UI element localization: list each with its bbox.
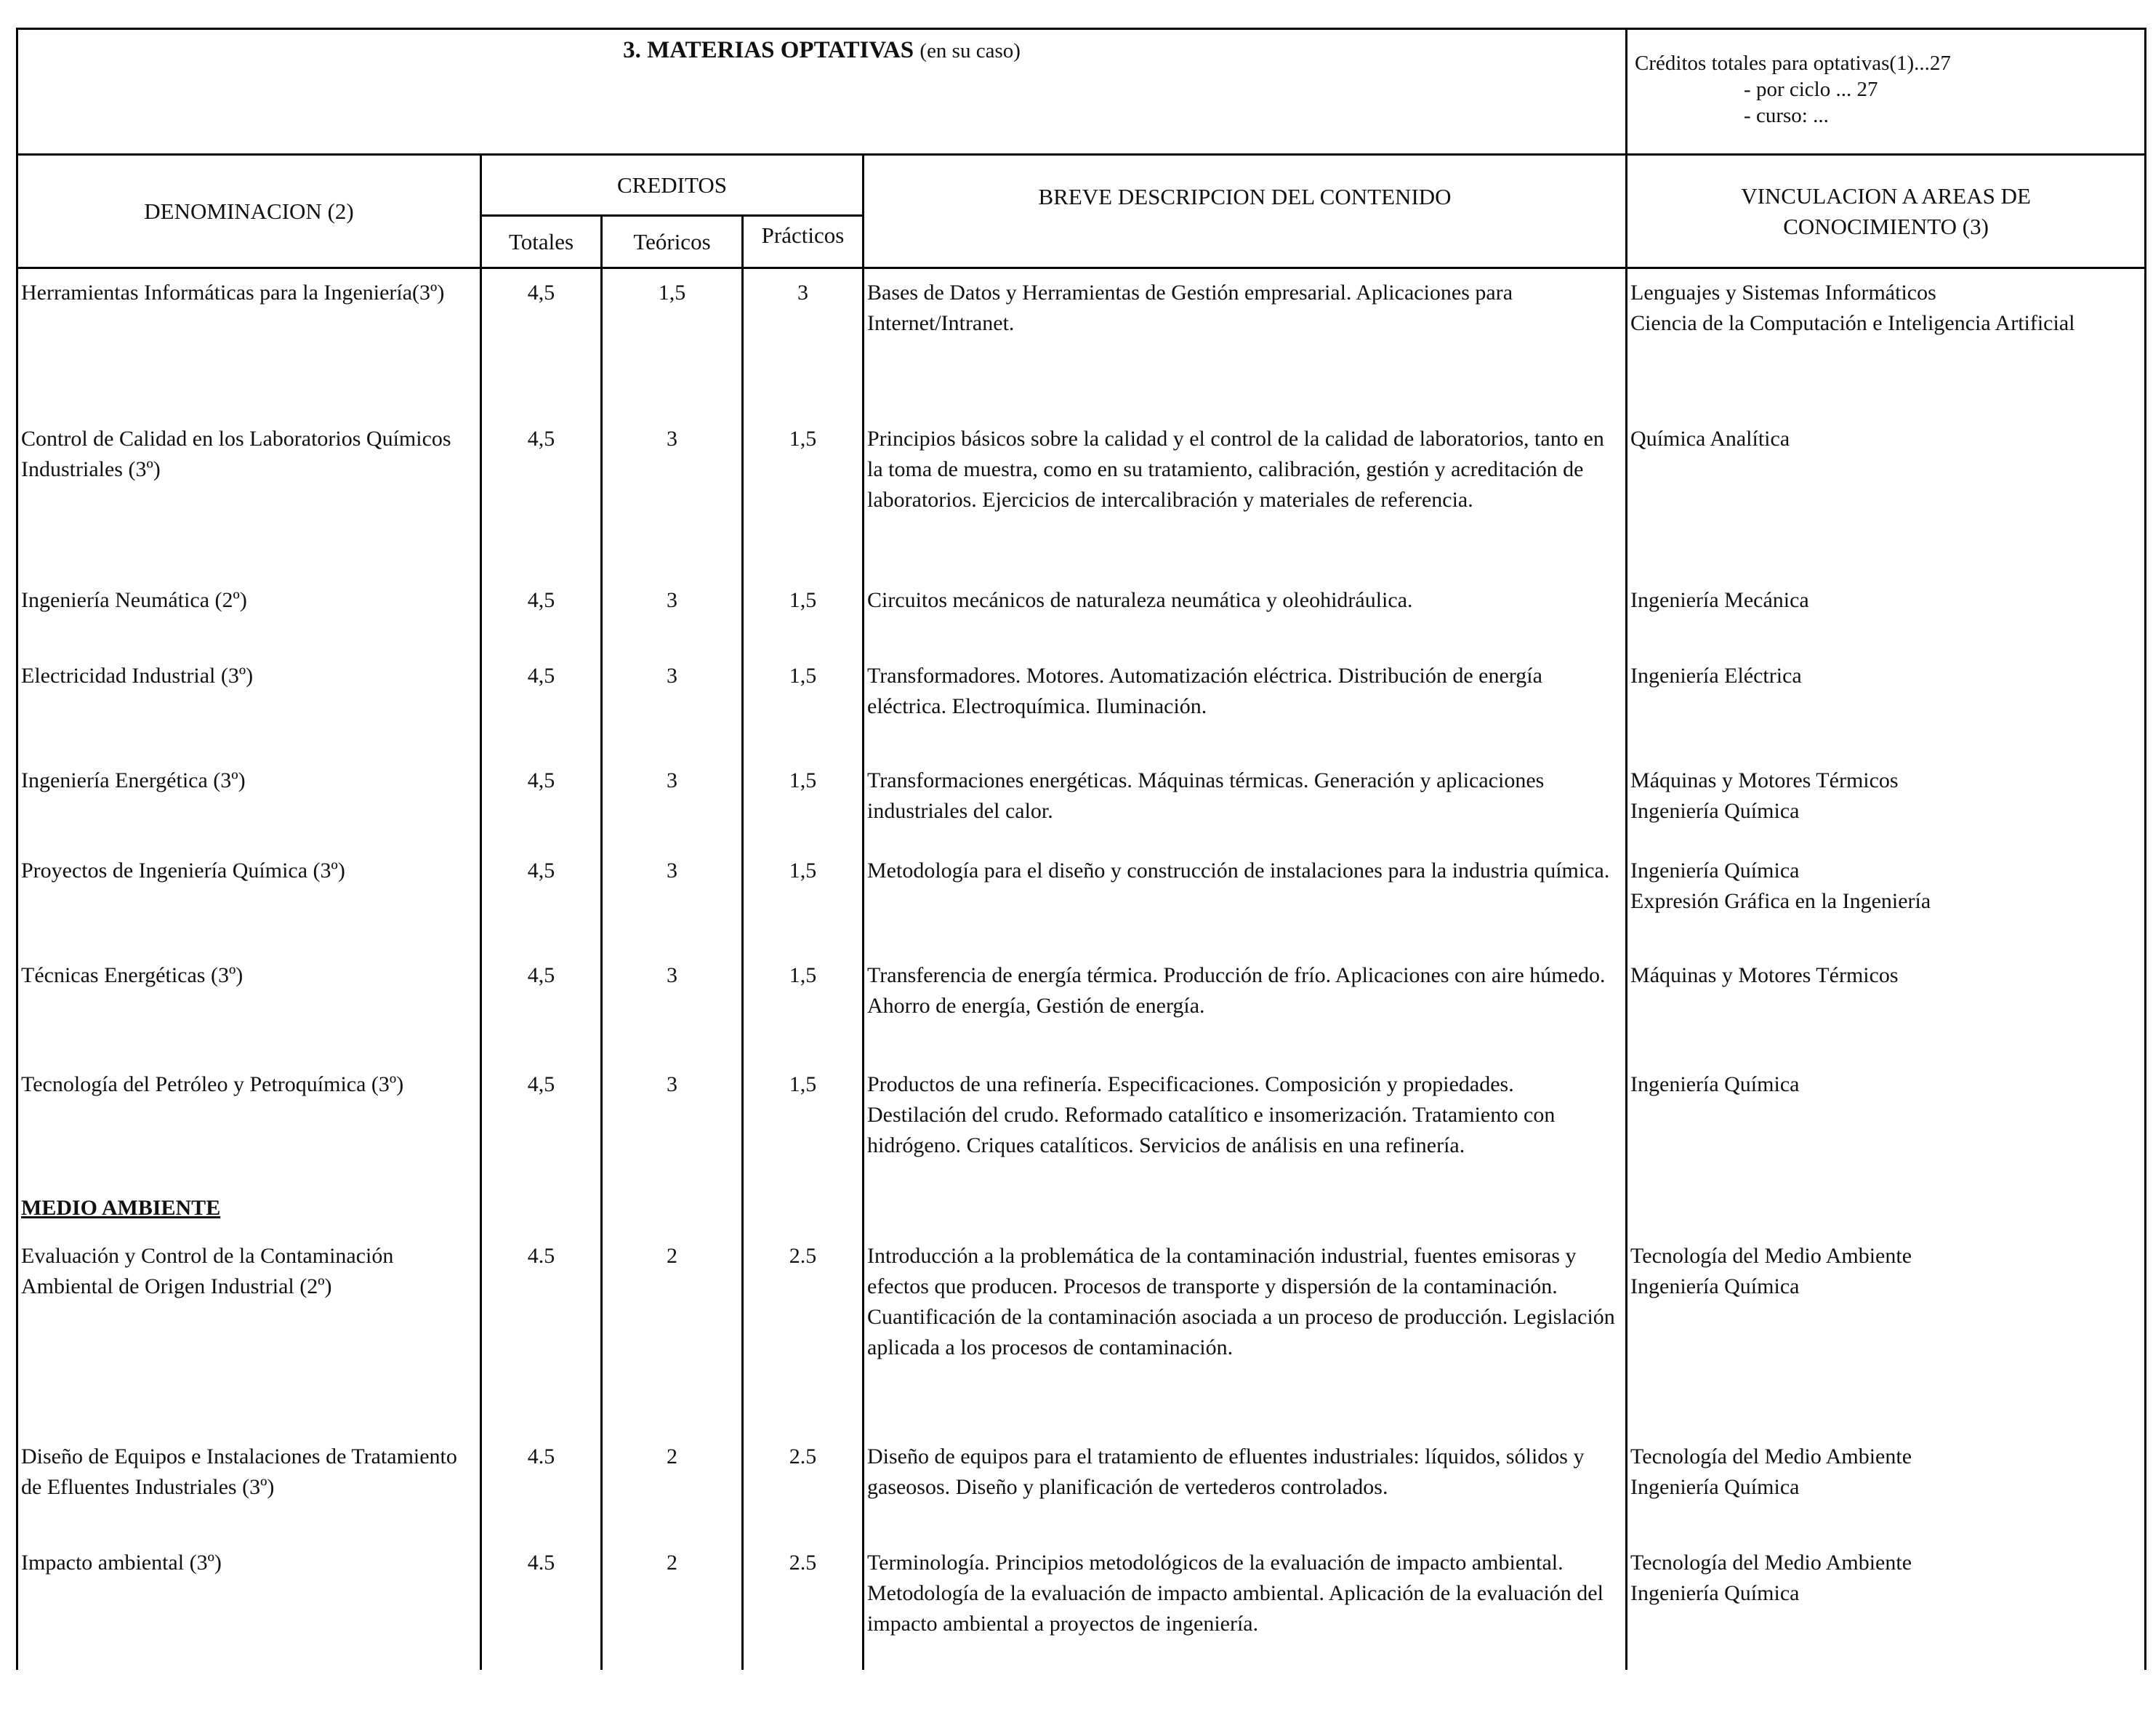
credits-practicos: [743, 1433, 864, 1539]
credits-totales: [481, 952, 602, 1061]
credits-totales-text: 4,5: [527, 858, 555, 883]
credits-totales-text: 4,5: [527, 587, 555, 612]
subject-areas-text: Máquinas y Motores Térmicos: [1630, 768, 1899, 792]
credits-practicos-text: 1,5: [789, 1072, 817, 1096]
subject-areas-text: Máquinas y Motores Térmicos: [1630, 963, 1899, 987]
credits-practicos-text: 2.5: [789, 1550, 817, 1575]
subject-name-text: Evaluación y Control de la Contaminación Ambiental de Origen Industrial (2º): [21, 1243, 394, 1298]
subject-name: [17, 1232, 481, 1433]
credits-totales-text: 4,5: [527, 663, 555, 688]
table-row: [17, 268, 2146, 415]
subject-description-text: Transformaciones energéticas. Máquinas térmicas. Generación y aplicaciones industriales del calor.: [867, 768, 1545, 823]
credits-teoricos: [602, 1232, 743, 1433]
credits-practicos: [743, 1539, 864, 1670]
subject-name: [17, 757, 481, 847]
table-row: [17, 1232, 2146, 1433]
credits-teoricos-text: 2: [667, 1243, 677, 1268]
header-descripcion: BREVE DESCRIPCION DEL CONTENIDO: [864, 155, 1627, 268]
credits-teoricos-text: 3: [667, 858, 677, 883]
credits-totales: [481, 415, 602, 576]
credits-totales-text: 4.5: [527, 1444, 555, 1468]
subject-name: [17, 1539, 481, 1670]
credits-totales: [481, 1433, 602, 1539]
credits-summary: [1627, 29, 2146, 155]
subject-areas-secondary: Ciencia de la Computación e Inteligencia Artificial: [1630, 311, 2075, 335]
subject-description: [864, 1433, 1627, 1539]
credits-practicos-text: 1,5: [789, 587, 817, 612]
subject-description: [864, 415, 1627, 576]
subject-description: [864, 1232, 1627, 1433]
subject-areas: [1627, 415, 2146, 576]
credits-practicos: [743, 576, 864, 652]
subject-name: [17, 652, 481, 757]
credits-practicos: [743, 757, 864, 847]
subject-name-text: Electricidad Industrial (3º): [21, 663, 254, 688]
table-row: [17, 415, 2146, 576]
subject-areas-text: Ingeniería Eléctrica: [1630, 663, 1802, 688]
subject-name-text: Proyectos de Ingeniería Química (3º): [21, 858, 345, 883]
table-row: [17, 757, 2146, 847]
credits-practicos: [743, 847, 864, 952]
credits-practicos-text: 1,5: [789, 663, 817, 688]
subject-name-text: Tecnología del Petróleo y Petroquímica (3º): [21, 1072, 404, 1096]
subject-description-text: Transferencia de energía térmica. Producción de frío. Aplicaciones con aire húmedo. Ahorro de energía, Gestión de energía.: [867, 963, 1606, 1018]
subjects-group-2: [17, 1232, 2146, 1670]
subject-areas: [1627, 952, 2146, 1061]
credits-teoricos: [602, 757, 743, 847]
credits-practicos: [743, 952, 864, 1061]
credits-teoricos: [602, 652, 743, 757]
subject-areas: [1627, 757, 2146, 847]
subject-name: [17, 952, 481, 1061]
credits-totales: [481, 1539, 602, 1670]
header-teoricos: Teóricos: [602, 216, 743, 268]
credits-totales-text: 4,5: [527, 426, 555, 451]
credits-teoricos-text: 3: [667, 663, 677, 688]
subject-description: [864, 1539, 1627, 1670]
header-totales: Totales: [481, 216, 602, 268]
subject-areas: [1627, 847, 2146, 952]
subject-name-text: Herramientas Informáticas para la Ingeniería(3º): [21, 281, 445, 305]
subject-areas: [1627, 1232, 2146, 1433]
credits-practicos: [743, 1232, 864, 1433]
credits-practicos-text: 1,5: [789, 768, 817, 792]
subject-areas-text: Tecnología del Medio Ambiente: [1630, 1243, 1912, 1268]
table-row: [17, 952, 2146, 1061]
credits-totales-text: 4,5: [527, 1072, 555, 1096]
subject-areas: [1627, 1433, 2146, 1539]
table-row: [17, 576, 2146, 652]
subject-description-text: Circuitos mecánicos de naturaleza neumática y oleohidráulica.: [867, 587, 1413, 612]
credits-practicos-text: 2.5: [789, 1243, 817, 1268]
credits-practicos-text: 1,5: [789, 858, 817, 883]
section-row: [17, 1184, 2146, 1232]
credits-practicos: [743, 1061, 864, 1184]
subject-name: [17, 1433, 481, 1539]
subject-areas: [1627, 576, 2146, 652]
optativas-table: [16, 28, 2146, 1670]
column-header-row-1: [17, 155, 2146, 216]
credits-teoricos-text: 3: [667, 768, 677, 792]
credits-teoricos: [602, 1539, 743, 1670]
subject-description: [864, 576, 1627, 652]
credits-teoricos: [602, 268, 743, 415]
subject-name-text: Diseño de Equipos e Instalaciones de Tratamiento de Efluentes Industriales (3º): [21, 1444, 457, 1499]
subject-description: [864, 268, 1627, 415]
credits-totales: [481, 268, 602, 415]
credits-teoricos-text: 3: [667, 963, 677, 987]
table-row: [17, 847, 2146, 952]
subject-description-text: Terminología. Principios metodológicos de la evaluación de impacto ambiental. Metodología de la evaluación de impacto ambiental. Aplicación de la evaluación del impacto ambiental a proyectos de ingeniería.: [867, 1550, 1603, 1636]
credits-cycle-line: - por ciclo ... 27: [1744, 78, 1878, 101]
credits-teoricos: [602, 952, 743, 1061]
subject-name-text: Control de Calidad en los Laboratorios Químicos Industriales (3º): [21, 426, 451, 481]
subject-description-text: Metodología para el diseño y construcción de instalaciones para la industria química.: [867, 858, 1610, 883]
credits-totales-text: 4,5: [527, 768, 555, 792]
subject-areas-text: Ingeniería Química: [1630, 858, 1800, 883]
section-title: MEDIO AMBIENTE: [17, 1184, 481, 1232]
subject-description-text: Productos de una refinería. Especificaciones. Composición y propiedades. Destilación del crudo. Reformado catalítico e insomerización. Tratamiento con hidrógeno. Criques catalíticos. Servicios de análisis en una refinería.: [867, 1072, 1556, 1157]
credits-totales: [481, 652, 602, 757]
subject-name-text: Técnicas Energéticas (3º): [21, 963, 244, 987]
credits-teoricos: [602, 847, 743, 952]
subject-areas: [1627, 268, 2146, 415]
credits-totales: [481, 847, 602, 952]
subject-name: [17, 847, 481, 952]
credits-totales: [481, 757, 602, 847]
subject-areas-text: Ingeniería Mecánica: [1630, 587, 1809, 612]
header-creditos: CREDITOS: [481, 155, 864, 216]
subject-areas-secondary: Ingeniería Química: [1630, 798, 1800, 823]
subject-name: [17, 415, 481, 576]
credits-practicos-text: 3: [797, 281, 808, 305]
credits-teoricos-text: 3: [667, 587, 677, 612]
subject-name-text: Ingeniería Energética (3º): [21, 768, 246, 792]
credits-teoricos-text: 3: [667, 1072, 677, 1096]
credits-total-line: Créditos totales para optativas(1)...27: [1635, 52, 1951, 75]
subject-description: [864, 1061, 1627, 1184]
subject-areas-text: Química Analítica: [1630, 426, 1790, 451]
subject-areas: [1627, 652, 2146, 757]
subject-areas-secondary: Expresión Gráfica en la Ingeniería: [1630, 888, 1931, 913]
subject-description-text: Transformadores. Motores. Automatización eléctrica. Distribución de energía eléctrica. Electroquímica. Iluminación.: [867, 663, 1542, 718]
header-practicos: Prácticos: [743, 216, 864, 268]
credits-totales: [481, 1061, 602, 1184]
title-row: [17, 29, 2146, 155]
credits-teoricos: [602, 1061, 743, 1184]
credits-teoricos-text: 3: [667, 426, 677, 451]
table-row: [17, 1539, 2146, 1670]
subject-name: [17, 268, 481, 415]
credits-practicos-text: 1,5: [789, 426, 817, 451]
header-vinculacion: VINCULACION A AREAS DE CONOCIMIENTO (3): [1627, 155, 2146, 268]
subject-description-text: Principios básicos sobre la calidad y el control de la calidad de laboratorios, tanto en la toma de muestra, como en su tratamiento, calibración, gestión y acreditación de laboratorios. Ejercicios de intercalibración y materiales de referencia.: [867, 426, 1604, 512]
credits-practicos-text: 1,5: [789, 963, 817, 987]
subject-description: [864, 952, 1627, 1061]
subject-name: [17, 1061, 481, 1184]
credits-practicos: [743, 652, 864, 757]
table-row: [17, 652, 2146, 757]
title-suffix: (en su caso): [919, 39, 1021, 63]
table-title: [17, 29, 1627, 155]
subject-name-text: Impacto ambiental (3º): [21, 1550, 222, 1575]
subject-description-text: Diseño de equipos para el tratamiento de efluentes industriales: líquidos, sólidos y gaseosos. Diseño y planificación de vertederos controlados.: [867, 1444, 1585, 1499]
subject-name-text: Ingeniería Neumática (2º): [21, 587, 247, 612]
subject-description: [864, 757, 1627, 847]
credits-teoricos-text: 2: [667, 1550, 677, 1575]
table-row: [17, 1061, 2146, 1184]
subject-areas-secondary: Ingeniería Química: [1630, 1274, 1800, 1298]
subjects-group-1: [17, 268, 2146, 1184]
table-row: [17, 1433, 2146, 1539]
credits-practicos-text: 2.5: [789, 1444, 817, 1468]
subject-name: [17, 576, 481, 652]
subject-areas-secondary: Ingeniería Química: [1630, 1474, 1800, 1499]
subject-areas: [1627, 1539, 2146, 1670]
subject-description-text: Bases de Datos y Herramientas de Gestión empresarial. Aplicaciones para Internet/Intranet.: [867, 281, 1513, 335]
subject-areas-secondary: Ingeniería Química: [1630, 1580, 1800, 1605]
title-main: 3. MATERIAS OPTATIVAS: [623, 37, 914, 63]
subject-areas-text: Ingeniería Química: [1630, 1072, 1800, 1096]
credits-teoricos: [602, 576, 743, 652]
credits-totales: [481, 1232, 602, 1433]
header-denominacion: DENOMINACION (2): [17, 155, 481, 268]
credits-teoricos: [602, 1433, 743, 1539]
credits-teoricos-text: 1,5: [658, 281, 686, 305]
subject-areas-text: Lenguajes y Sistemas Informáticos: [1630, 281, 1936, 305]
subject-description-text: Introducción a la problemática de la contaminación industrial, fuentes emisoras y efectos que producen. Procesos de transporte y dispersión de la contaminación. Cuantificación de la contaminación asociada a un proceso de producción. Legislación aplicada a los procesos de contaminación.: [867, 1243, 1615, 1359]
subject-description: [864, 652, 1627, 757]
credits-totales-text: 4.5: [527, 1243, 555, 1268]
credits-practicos: [743, 268, 864, 415]
credits-course-line: - curso: ...: [1744, 104, 1829, 127]
subject-areas-text: Tecnología del Medio Ambiente: [1630, 1444, 1912, 1468]
credits-totales-text: 4.5: [527, 1550, 555, 1575]
credits-totales: [481, 576, 602, 652]
credits-teoricos: [602, 415, 743, 576]
subject-areas: [1627, 1061, 2146, 1184]
credits-practicos: [743, 415, 864, 576]
credits-teoricos-text: 2: [667, 1444, 677, 1468]
credits-totales-text: 4,5: [527, 281, 555, 305]
subject-areas-text: Tecnología del Medio Ambiente: [1630, 1550, 1912, 1575]
credits-totales-text: 4,5: [527, 963, 555, 987]
subject-description: [864, 847, 1627, 952]
